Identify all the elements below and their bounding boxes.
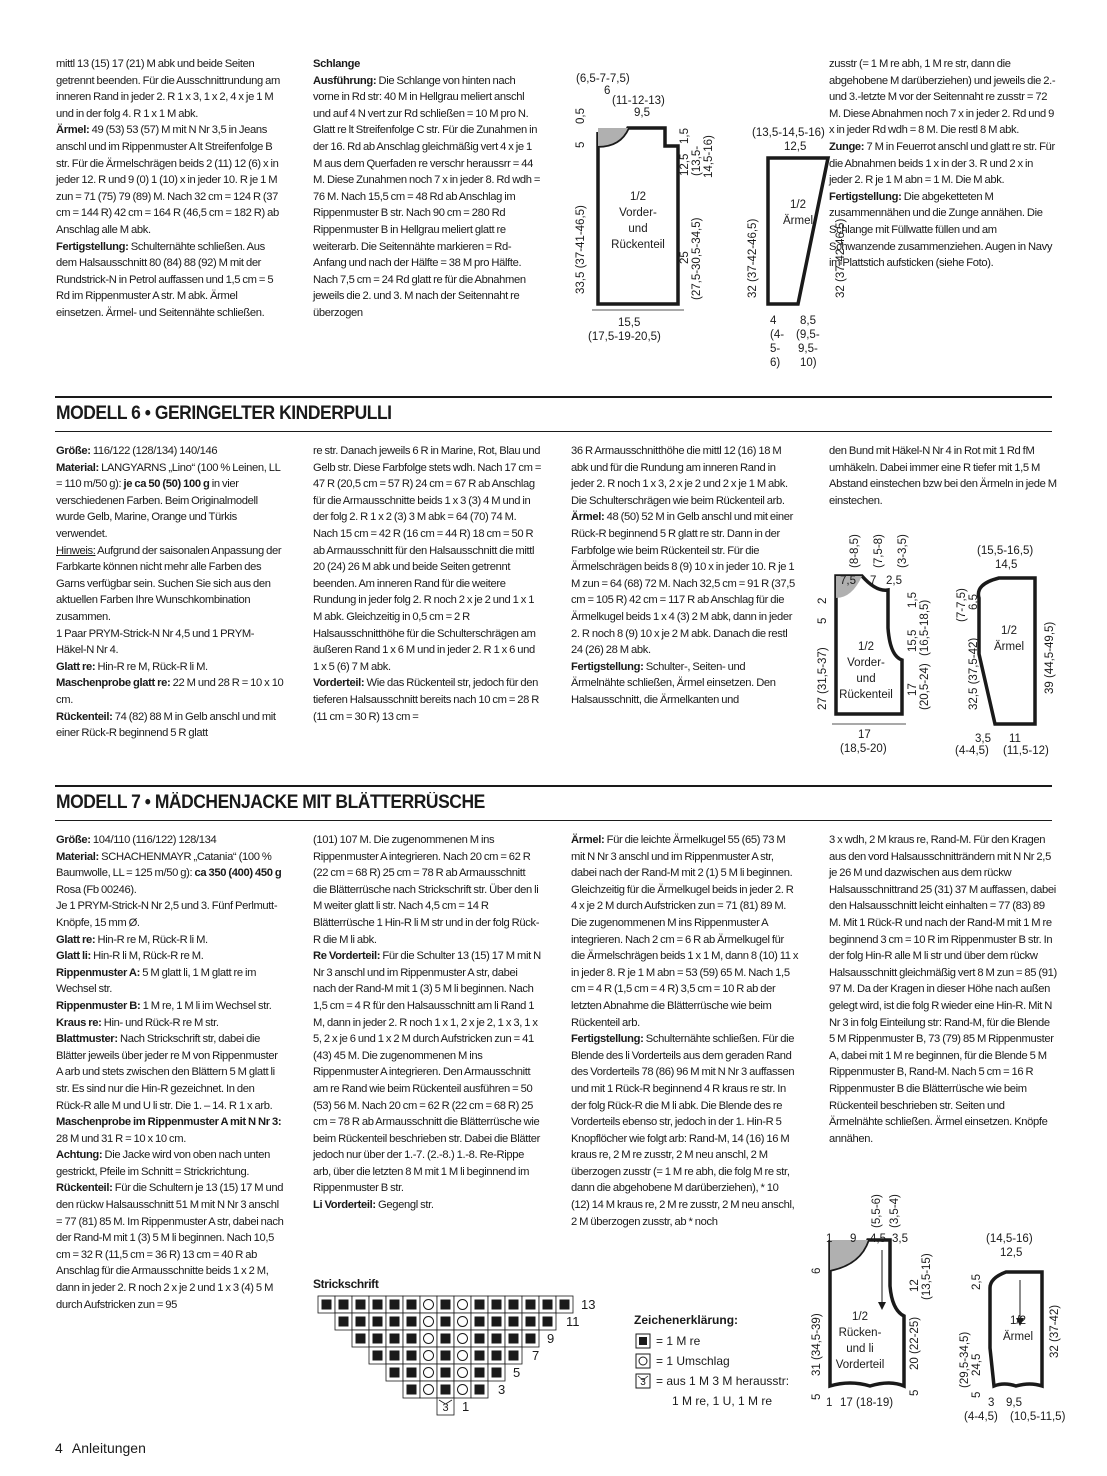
chart-symbol-knit: [543, 1317, 553, 1327]
legend-text: 1 M re, 1 U, 1 M re: [672, 1394, 773, 1408]
piece-label: 1/2: [790, 199, 806, 211]
paragraph: Kraus re: Hin- und Rück-R re M str.: [56, 1016, 219, 1029]
dim-label: 4: [770, 315, 777, 327]
m7-col-1: [56, 832, 284, 1313]
dim-label: 6: [811, 1267, 823, 1274]
paragraph: Ärmel: Für die leichte Ärmelkugel 55 (65) 73 M mit N Nr 3 anschl und im Rippenmuster A str, dabei nach der Rand-M mit 2 (1) 5 M li beginnen. Gleichzeitig für die Ärmelkugel beids in jeder 2. R 4 x je 2 M durch Aufstricken zun = 71 (81) 89 M. Die zugenommenen M ins Rippenmuster A integrieren. Nach 2 cm = 6 R ab Ärmelkugel für die Ärmelschrägen beids 1 x 1 M, dann 8 (10) 11 x in jeder 8. R je 1 M abn = 53 (59) 65 M. Nach 1,5 cm = 4 R (1,5 cm = 4 R) 3,5 cm = 10 R ab der letzten Abnahme die Blätterrüsche wie beim Rückenteil arb.: [571, 834, 799, 1029]
paragraph: Zunge: 7 M in Feuerrot anschl und glatt re str. Für die Abnahmen beids 1 x in der 3. R und 2 x in jeder 2. R je 1 M abn = 1 M. Die M abk.: [829, 140, 1055, 187]
dim-label: 9,5-: [798, 343, 818, 355]
chart-symbol-knit: [373, 1300, 383, 1310]
dim-label: (11,5-12): [1003, 745, 1049, 757]
dim-label: 32 (37-42-46,5): [835, 218, 847, 298]
dim-label: (13,5-: [691, 145, 703, 176]
run-label: Ausführung:: [313, 74, 377, 87]
page-footer: [55, 1440, 152, 1456]
chart-symbol-knit: [407, 1368, 417, 1378]
run-label: Größe:: [56, 445, 91, 457]
paragraph: Je 1 PRYM-Strick-N Nr 2,5 und 3. Fünf Perlmutt-Knöpfe, 15 mm Ø.: [56, 900, 278, 929]
schematic-top-body: [560, 64, 720, 374]
dim-label: 15,5: [907, 629, 919, 652]
paragraph: Hinweis: Aufgrund der saisonalen Anpassung der Farbkarte können nicht mehr alle Farben des Garns verfügbar sein. Suchen Sie sich aus den aktuellen Farben Ihre Wunschkombination zusammen.: [56, 544, 282, 623]
paragraph: den Bund mit Häkel-N Nr 4 in Rot mit 1 Rd fM umhäkeln. Dabei immer eine R tiefer mit 1,5 M Abstand einstechen bzw bei den Ärmeln in jede M einstechen.: [829, 445, 1057, 507]
paragraph: 1 Paar PRYM-Strick-N Nr 4,5 und 1 PRYM-Häkel-N Nr 4.: [56, 627, 255, 657]
run-label: Rückenteil:: [56, 1182, 113, 1195]
paragraph: Ärmel: 48 (50) 52 M in Gelb anschl und mit einer Rück-R beginnend 5 R glatt re str. Dann in der Farbfolge wie beim Rückenteil str. Für die Ärmelschrägen beids 8 (9) 10 x in jeder 10. R je 1 M zun = 64 (68) 72 M. Nach 32,5 cm = 91 R (37,5 cm = 105 R) 42 cm = 117 R ab Anschlag für die Ärmelkugel beids 1 x 4 (3) 2 M abk, dann in jeder 2. R noch 8 (9) 10 x je 2 M abk. Danach die restl 24 (26) 28 M abk.: [571, 511, 795, 657]
modell6-header: [55, 396, 1052, 432]
paragraph: Glatt re: Hin-R re M, Rück-R li M.: [56, 660, 208, 673]
paragraph: Blattmuster: Nach Strickschrift str, dabei die Blätter jeweils über jeder re M von Rippenmuster A arb und stets zwischen den Blättern 5 M glatt li str. Es sind nur die Hin-R gezeichnet. In den Rück-R alle M und U li str. Die 1. – 14. R 1 x arb.: [56, 1033, 278, 1112]
chart-legend: [632, 1310, 812, 1420]
top-col-2: [313, 56, 541, 322]
paragraph: Re Vorderteil: Für die Schulter 13 (15) 17 M mit N Nr 3 anschl und im Rippenmuster A str, dabei nach der Rand-M mit 1 (3) 5 M li beginnen. Nach 1,5 cm = 4 R für den Halsausschnitt am li Rand 1 M, dann in jeder 2. R noch 1 x 1, 2 x je 2, 1 x 3, 1 x 5, 2 x je 6 und 1 x 2 M durch Aufstricken zun = 41 (43) 45 M. Die zugenommenen M ins Rippenmuster A integrieren. Den Armausschnitt am re Rand wie beim Rückenteil ausführen = 50 (53) 56 M. Nach 20 cm = 62 R (22 cm = 68 R) 25 cm = 78 R ab Armausschnitt die Blätterrüsche wie beim Rückenteil beschrieben str. Dabei die Blätter jedoch nur über der 1.-7. (2.-8.) 1.-8. Re-Rippe arb, über die letzten 8 M mit 1 M li beginnend im Rippenmuster B str.: [313, 950, 541, 1195]
dim-label: 5: [971, 1391, 983, 1398]
dim-label: (16,5-18,5): [919, 599, 931, 656]
run-label: Re Vorderteil:: [313, 950, 381, 963]
dim-label: (4-4,5): [964, 1411, 998, 1423]
paragraph: Maschenprobe glatt re: 22 M und 28 R = 10 x 10 cm.: [56, 677, 284, 706]
paragraph: Rippenmuster A: 5 M glatt li, 1 M glatt re im Wechsel str.: [56, 966, 257, 996]
run-label: Material:: [56, 850, 99, 863]
piece-label: Vorder-: [847, 657, 885, 669]
dim-label: 33,5 (37-41-46,5): [575, 205, 587, 294]
m6-col-2: [313, 443, 541, 725]
chart-symbol-knit: [475, 1334, 485, 1344]
run-label: Achtung:: [56, 1149, 103, 1162]
chart-symbol-knit: [526, 1317, 536, 1327]
chart-symbol-knit: [407, 1351, 417, 1361]
dim-label: 12,5: [1000, 1247, 1023, 1259]
run-label: Vorderteil:: [313, 677, 365, 690]
piece-label: 1/2: [1001, 625, 1017, 637]
chart-cell: [454, 1364, 471, 1381]
dim-label: (13,5-15): [921, 1253, 933, 1300]
legend-title: Zeichenerklärung:: [634, 1313, 739, 1327]
m7-col-3: [571, 832, 799, 1230]
dim-label: 9: [850, 1233, 857, 1245]
dim-label: (29,5-34,5): [959, 1331, 971, 1388]
dim-label: 3: [988, 1397, 995, 1409]
top-col-4: [829, 56, 1057, 272]
chart-row-number: 9: [547, 1331, 555, 1346]
page-number: 4: [55, 1440, 63, 1456]
dim-label: 27 (31,5-37): [817, 647, 829, 710]
paragraph: Maschenprobe im Rippenmuster A mit N Nr 3: 28 M und 31 R = 10 x 10 cm.: [56, 1116, 282, 1145]
run-label: Größe:: [56, 834, 91, 846]
dim-label: 2,5: [971, 1274, 983, 1290]
dim-label: 2,5: [886, 575, 902, 587]
dim-label: 10): [800, 357, 817, 369]
paragraph: Vorderteil: Wie das Rückenteil str, jedoch für den tieferen Halsausschnitt bereits nach 10 cm = 28 R (11 cm = 30 R) 13 cm =: [313, 677, 540, 723]
run-label: Glatt re:: [56, 660, 96, 673]
dim-label: 12,5: [784, 141, 807, 153]
dim-label: (6,5-7-7,5): [576, 73, 630, 85]
chart-cell: [454, 1381, 471, 1398]
chart-symbol-knit: [492, 1317, 502, 1327]
dim-label: 5: [575, 141, 587, 148]
dim-label: 32,5 (37,5-42): [968, 637, 980, 710]
dim-label: (7,5-8): [873, 534, 885, 568]
piece-label: Ärmel: [993, 641, 1025, 653]
chart-symbol-knit: [441, 1351, 451, 1361]
run-label: Blattmuster:: [56, 1033, 118, 1046]
chart-symbol-knit: [407, 1300, 417, 1310]
paragraph: Rippenmuster B: 1 M re, 1 M li im Wechsel str.: [56, 999, 272, 1012]
paragraph: Material: LANGYARNS „Lino“ (100 % Leinen, LL = 110 m/50 g): je ca 50 (50) 100 g in vier verschiedenen Farben. Beim Originalmodell wurde Gelb, Marine, Orange und Türkis verwendet.: [56, 461, 281, 540]
piece-label: und li: [846, 1343, 874, 1355]
dim-label: (27,5-30,5-34,5): [691, 217, 703, 300]
chart-symbol-knit: [390, 1300, 400, 1310]
dim-label: (15,5-16,5): [977, 545, 1034, 557]
chart-symbol-knit: [441, 1300, 451, 1310]
chart-symbol-knit: [322, 1300, 332, 1310]
piece-label: und: [856, 673, 876, 685]
dim-label: 31 (34,5-39): [811, 1313, 823, 1376]
run-label: Maschenprobe glatt re:: [56, 677, 171, 690]
run-label: Hinweis:: [56, 544, 96, 557]
chart-symbol-knit: [560, 1300, 570, 1310]
paragraph: [313, 56, 541, 73]
chart-symbol-knit: [356, 1334, 366, 1344]
chart-symbol-knit: [407, 1385, 417, 1395]
chart-symbol-knit: [407, 1334, 417, 1344]
dim-label: 5-: [770, 343, 781, 355]
dim-label: 1,5: [907, 592, 919, 608]
run-label: Ärmel:: [571, 834, 605, 846]
paragraph: Rückenteil: 74 (82) 88 M in Gelb anschl und mit einer Rück-R beginnend 5 R glatt: [56, 710, 276, 740]
dim-label: (3,5-4): [889, 1194, 901, 1228]
dim-label: 5: [817, 617, 829, 624]
paragraph: Fertigstellung: Schulternähte schließen. Aus dem Halsausschnitt 80 (84) 88 (92) M mit der Rundstrick-N in Petrol auffassen und 1,5 cm = 5 Rd im Rippenmuster A str. M abk. Ärmel einsetzen. Ärmel- und Seitennähte schließen.: [56, 240, 274, 319]
paragraph: Größe: 104/110 (116/122) 128/134: [56, 834, 217, 846]
dim-label: 3,5: [975, 733, 991, 745]
knitting-chart: [310, 1294, 640, 1434]
paragraph: Achtung: Die Jacke wird von oben nach unten gestrickt, Pfeile im Schnitt = Strickrichtung.: [56, 1149, 271, 1178]
run-label: Material:: [56, 461, 99, 474]
chart-symbol-knit: [390, 1351, 400, 1361]
dim-label: (8-8,5): [849, 534, 861, 568]
chart-cell: [420, 1313, 437, 1330]
run-label: Fertigstellung:: [571, 660, 644, 673]
dim-label: (4-: [770, 329, 785, 341]
dim-label: 11: [1009, 733, 1021, 745]
chart-row-number: 13: [581, 1297, 596, 1312]
piece-label: Rückenteil: [611, 239, 665, 251]
piece-label: Vorder-: [619, 207, 657, 219]
chart-symbol-knit: [441, 1317, 451, 1327]
dim-label: (11-12-13): [612, 95, 665, 107]
paragraph: (101) 107 M. Die zugenommenen M ins Rippenmuster A integrieren. Nach 20 cm = 62 R (22 cm = 68 R) 25 cm = 78 R ab Armausschnitt die Blätterrüsche nach Strickschrift str. Über den li M weiter glatt li str. Nach 4,5 cm = 14 R Blätterrüsche 1 Hin-R li M str und in der folg Rück-R die M li abk.: [313, 834, 540, 946]
modell7-title: MODELL 7 • MÄDCHENJACKE MIT BLÄTTERRÜSCHE: [56, 792, 485, 813]
modell7-header: [55, 785, 1052, 821]
chart-symbol-knit: [509, 1300, 519, 1310]
run-label: Kraus re:: [56, 1016, 102, 1029]
chart-symbol-knit: [492, 1300, 502, 1310]
dim-label: 3,5: [892, 1233, 908, 1245]
run-label: Fertigstellung:: [829, 190, 902, 203]
piece-label: 1/2: [858, 641, 874, 653]
chart-symbol-knit: [526, 1300, 536, 1310]
piece-label: Vorderteil: [835, 1359, 885, 1371]
chart-symbol-knit: [441, 1334, 451, 1344]
dim-label: 39 (44,5-49,5): [1044, 621, 1056, 694]
dim-label: 20 (22-25): [909, 1316, 921, 1370]
dim-label: (18,5-20): [840, 743, 887, 755]
run-label: Glatt li:: [56, 950, 91, 963]
piece-label: 1/2: [852, 1311, 868, 1323]
run-label: Rückenteil:: [56, 710, 113, 723]
paragraph: zusstr (= 1 M re abh, 1 M re str, dann die abgehobene M darüberziehen) und jeweils die 2.- und 3.-letzte M vor der Seitennaht re zusstr = 72 M. Diese Abnahmen noch 7 x in jeder 2. Rd und 9 x in jeder Rd wdh = 8 M. Die restl 8 M abk.: [829, 58, 1056, 137]
dim-label: 6): [770, 357, 781, 369]
schematic-m7-front: [810, 1190, 950, 1416]
m6-col-4: [829, 443, 1057, 509]
dim-label: 6: [604, 85, 611, 97]
run-label: Maschenprobe im Rippenmuster A mit N Nr 3:: [56, 1116, 282, 1129]
chart-row-number: 11: [566, 1314, 580, 1329]
chart-symbol-knit: [356, 1317, 366, 1327]
run-label: Zunge:: [829, 140, 865, 153]
run-label: Rippenmuster A:: [56, 966, 140, 979]
chart-cell: [454, 1330, 471, 1347]
legend-text: = 1 Umschlag: [656, 1354, 730, 1368]
dim-label: 1: [826, 1233, 833, 1245]
dim-label: (7-7,5): [956, 588, 968, 622]
chart-symbol-knit: [475, 1368, 485, 1378]
dim-label: 17 (18-19): [840, 1397, 894, 1409]
dim-label: 14,5: [995, 559, 1018, 571]
run-label: Fertigstellung:: [56, 240, 129, 253]
run-label: Glatt re:: [56, 933, 96, 946]
run-label: Rippenmuster B:: [56, 999, 141, 1012]
dim-label: 5: [811, 1393, 823, 1400]
chart-symbol-knit: [407, 1317, 417, 1327]
dim-label: 5: [909, 1389, 921, 1396]
dim-label: (9,5-: [796, 329, 820, 341]
dim-label: (3-3,5): [897, 534, 909, 568]
dim-label: (13,5-14,5-16): [752, 127, 825, 139]
chart-symbol-knit: [475, 1385, 485, 1395]
dim-label: (20,5-24): [919, 663, 931, 710]
dim-label: 12,5: [679, 153, 691, 176]
run-label: Ärmel:: [571, 511, 605, 524]
dim-label: 9,5: [634, 107, 650, 119]
paragraph: Material: SCHACHENMAYR „Catania“ (100 % Baumwolle, LL = 125 m/50 g): ca 350 (400) 450 g Rosa (Fb 00246).: [56, 850, 282, 896]
chart-cell: [454, 1313, 471, 1330]
dim-label: 32 (37-42-46,5): [747, 218, 759, 298]
paragraph: Glatt re: Hin-R re M, Rück-R li M.: [56, 933, 208, 946]
chart-cell: [420, 1381, 437, 1398]
chart-row-number: 5: [513, 1365, 521, 1380]
dim-label: 24,5: [971, 1353, 983, 1376]
dim-label: 12: [909, 1279, 921, 1292]
dim-label: 15,5: [618, 317, 641, 329]
chart-symbol-knit: [339, 1300, 349, 1310]
piece-label: 1/2: [1010, 1315, 1026, 1327]
chart-cell: [420, 1296, 437, 1313]
chart-symbol-knit: [543, 1300, 553, 1310]
dim-label: 7,5: [840, 575, 856, 587]
chart-symbol-knit: [492, 1368, 502, 1378]
chart-symbol-knit: [509, 1351, 519, 1361]
piece-label: und: [628, 223, 648, 235]
chart-symbol-knit: [492, 1351, 502, 1361]
chart-symbol-knit: [373, 1351, 383, 1361]
dim-label: 17: [907, 683, 919, 696]
paragraph: Ausführung: Die Schlange von hinten nach vorne in Rd str: 40 M in Hellgrau meliert anschl und auf 4 N vert zur Rd schließen = 10 M pro N. Glatt re lt Streifenfolge C str. Für die Zunahmen in der 16. Rd ab Anschlag gleichmäßig vert 4 x je 1 M aus dem Querfaden re verschr heraussrr = 44 M. Diese Zunahmen noch 7 x in jeder 8. Rd wdh = 76 M. Nach 15,5 cm = 48 Rd ab Anschlag im Rippenmuster B str. Nach 90 cm = 280 Rd Rippenmuster B in Hellgrau meliert glatt re weiterarb. Die Seitennähte markieren = Rd-Anfang und nach der Hälfte = 38 M pro Hälfte. Nach 7,5 cm = 24 Rd glatt re für die Abnahmen jeweils die 2. und 3. M nach der Seitennaht re überzogen: [313, 74, 541, 319]
chart-symbol-increase: 3: [442, 1402, 449, 1414]
run-label: Schlange: [313, 58, 360, 70]
dim-label: 4,5: [870, 1233, 886, 1245]
chart-symbol-knit: [509, 1317, 519, 1327]
chart-symbol-knit: [373, 1317, 383, 1327]
run-label: Fertigstellung:: [571, 1033, 644, 1046]
chart-row-number: 3: [498, 1382, 506, 1397]
dim-label: (4-4,5): [955, 745, 989, 757]
m6-col-3: [571, 443, 799, 709]
modell6-title: MODELL 6 • GERINGELTER KINDERPULLI: [56, 403, 392, 424]
chart-symbol-knit: [475, 1351, 485, 1361]
paragraph: Rückenteil: Für die Schultern je 13 (15) 17 M und den rückw Halsausschnitt 51 M mit N Nr 3 anschl = 77 (81) 85 M. Im Rippenmuster A str, dabei nach der Rand-M mit 1 (3) 5 M li beginnen. Nach 10,5 cm = 32 R (11,5 cm = 36 R) 13 cm = 40 R ab Anschlag für die Armausschnitte beids 1 x 2 M, dann in jeder 2. R noch 2 x je 2 und 1 x 3 (4) 5 M durch Aufstricken zun = 95: [56, 1182, 284, 1311]
piece-label: Rückenteil: [839, 689, 893, 701]
m7-col-2: [313, 832, 541, 1214]
paragraph: re str. Danach jeweils 6 R in Marine, Rot, Blau und Gelb str. Diese Farbfolge stets wdh. Nach 17 cm = 47 R (20,5 cm = 57 R) 24 cm = 67 R ab Anschlag für die Armausschnitte beids 1 x 3 (3) 4 M und in der folg 2. R 1 x 2 (3) 3 M abk = 64 (70) 74 M. Nach 15 cm = 42 R (16 cm = 44 R) 18 cm = 50 R ab Armausschnitt für den Halsausschnitt die mittl 20 (24) 26 M abk und beide Seiten getrennt beenden. Am inneren Rand für die weitere Rundung in jeder folg 2. R noch 2 x je 2 und 1 x 1 M abk. Gleichzeitig in 0,5 cm = 2 R Halsausschnitthöhe für die Schulterschrägen am äußeren Rand 1 x 6 M und in jeder 2. R 1 x 6 und 1 x 5 (6) 7 M abk.: [313, 445, 542, 673]
dim-label: 6,5: [968, 594, 980, 610]
chart-symbol-knit: [492, 1334, 502, 1344]
dim-label: 9,5: [1006, 1397, 1022, 1409]
paragraph: Ärmel: 49 (53) 53 (57) M mit N Nr 3,5 in Jeans anschl und im Rippenmuster A lt Streifenfolge B str. Für die Ärmelschrägen beids 2 (11) 12 (6) x in jeder 12. R und 9 (0) 1 (10) x in jeder 10. R je 1 M zun = 71 (75) 79 (89) M. Nach 32 cm = 124 R (37 cm = 144 R) 42 cm = 164 R (46,5 cm = 182 R) ab Anschlag alle M abk.: [56, 124, 279, 236]
chart-symbol-knit: [390, 1334, 400, 1344]
top-col-1: [56, 56, 284, 322]
dim-label: 8,5: [800, 315, 816, 327]
paragraph: Fertigstellung: Die abgeketteten M zusammennähen und die Zunge annähen. Die Schlange mit Füllwatte füllen und am Schwanzende zusammenziehen. Augen in Navy im Plattstich aufsticken (siehe Foto).: [829, 190, 1053, 270]
chart-symbol-knit: [356, 1300, 366, 1310]
paragraph: Fertigstellung: Schulter-, Seiten- und Ärmelnähte schließen, Ärmel einsetzen. Den Halsausschnitt, die Ärmelkanten und: [571, 660, 776, 706]
footer-section: Anleitungen: [71, 1440, 146, 1456]
chart-symbol-knit: [339, 1317, 349, 1327]
chart-row-number: 7: [532, 1348, 540, 1363]
chart-symbol-knit: [373, 1334, 383, 1344]
dim-label: 32 (37-42): [1049, 1304, 1061, 1358]
dim-label: 25: [679, 251, 691, 264]
paragraph: mittl 13 (15) 17 (21) M abk und beide Seiten getrennt beenden. Für die Ausschnittrundung am inneren Rand in jeder 2. R 1 x 3, 1 x 2, 4 x je 1 M und in der folg 4. R 1 x 1 M abk.: [56, 58, 280, 120]
chart-row-number: 1: [462, 1399, 470, 1414]
dim-label: (17,5-19-20,5): [588, 331, 661, 343]
dim-label: (14,5-16): [986, 1233, 1033, 1245]
dim-label: 1,5: [679, 128, 691, 144]
legend-text: = 1 M re: [656, 1334, 701, 1348]
legend-symbol-increase: 3: [640, 1377, 646, 1388]
strickschrift-title: Strickschrift: [313, 1277, 379, 1291]
run-label: Li Vorderteil:: [313, 1199, 376, 1212]
chart-symbol-knit: [475, 1300, 485, 1310]
dim-label: 2: [817, 597, 829, 604]
paragraph: 36 R Armausschnitthöhe die mittl 12 (16) 18 M abk und für die Rundung am inneren Rand in jeder 2. R noch 1 x 3, 2 x je 2 und 2 x je 1 M abk. Die Schulterschrägen wie beim Rückenteil arb.: [571, 445, 788, 507]
dim-label: 1: [826, 1397, 833, 1409]
run-emphasis: ca 350 (400) 450 g: [194, 867, 282, 880]
run-label: Ärmel:: [56, 124, 90, 137]
dim-label: (5,5-6): [871, 1194, 883, 1228]
run-emphasis: je ca 50 (50) 100 g: [123, 478, 210, 491]
dim-label: 17: [858, 729, 871, 741]
dim-label: 14,5-16): [703, 135, 715, 178]
chart-symbol-knit: [441, 1368, 451, 1378]
chart-cell: [420, 1330, 437, 1347]
m7-col-4: [829, 832, 1057, 1147]
chart-cell: [454, 1296, 471, 1313]
dim-label: (10,5-11,5): [1010, 1411, 1066, 1423]
dim-label: 0,5: [575, 108, 587, 124]
chart-symbol-knit: [390, 1368, 400, 1378]
paragraph: Li Vorderteil: Gegengl str.: [313, 1199, 434, 1212]
chart-symbol-knit: [509, 1334, 519, 1344]
paragraph: Glatt li: Hin-R li M, Rück-R re M.: [56, 950, 204, 963]
schematic-m6-sleeve: [945, 534, 1065, 760]
paragraph: 3 x wdh, 2 M kraus re, Rand-M. Für den Kragen aus den vord Halsausschnitträndern mit N Nr 2,5 je 26 M und dazwischen aus dem rückw Halsausschnittrand 25 (31) 37 M auffassen, dabei den Halsausschnitt leicht einhalten = 77 (83) 89 M. Mit 1 Rück-R und nach der Rand-M mit 1 M re beginnend 3 cm = 10 R im Rippenmuster B str. In der folg Hin-R alle M li str und über dem rückw Halsausschnitt gleichmäßig vert 8 M zun = 85 (91) 97 M. Da der Kragen in dieser Höhe nach außen gelegt wird, ist die folg R wieder eine Hin-R. Mit N Nr 3 in folg Einteilung str: Rand-M, für die Blende 5 M Rippenmuster B, 73 (79) 85 M Rippenmuster A, dabei mit 1 M re beginnen, für die Blende 5 M Rippenmuster B, Rand-M. Nach 5 cm = 16 R Rippenmuster B die Blätterrüsche wie beim Rückenteil beschrieben str. Seiten und Ärmelnähte schließen. Ärmel einsetzen. Knöpfe annähen.: [829, 834, 1057, 1145]
chart-symbol-knit: [441, 1385, 451, 1395]
piece-label: Rücken-: [838, 1327, 882, 1339]
chart-cell: [420, 1347, 437, 1364]
piece-label: Ärmel: [782, 215, 814, 227]
dim-label: 7: [870, 575, 877, 587]
piece-label: 1/2: [630, 191, 646, 203]
paragraph: Fertigstellung: Schulternähte schließen. Für die Blende des li Vorderteils aus dem geraden Rand des Vorderteils 78 (86) 96 M mit N Nr 3 auffassen und mit 1 Rück-R beginnend 4 R kraus re str. In der folg Rück-R die M li abk. Die Blende des re Vorderteils ebenso str, jedoch in der 1. Hin-R 5 Knopflöcher wie folgt arb: Rand-M, 14 (16) 16 M kraus re, 2 M re zusstr, 2 M neu anschl, 2 M überzogen zusstr (= 1 M re abh, die folg M re str, dann die abgehobene M darüberziehen), * 10 (12) 14 M kraus re, 2 M re zusstr, 2 M neu anschl, 2 M überzogen zusstr, ab * noch: [571, 1033, 795, 1228]
legend-text: = aus 1 M 3 M herausstr:: [656, 1374, 790, 1388]
chart-symbol-knit: [390, 1317, 400, 1327]
schematic-m7-sleeve: [950, 1228, 1070, 1428]
chart-symbol-knit: [475, 1317, 485, 1327]
schematic-m6-body: [806, 528, 946, 760]
paragraph: Größe: 116/122 (128/134) 140/146: [56, 445, 218, 457]
legend-symbol-knit: [639, 1337, 647, 1345]
m6-col-1: [56, 443, 284, 742]
chart-cell: [454, 1347, 471, 1364]
schematic-top-sleeve: [740, 118, 860, 374]
chart-cell: [420, 1364, 437, 1381]
piece-label: Ärmel: [1002, 1331, 1034, 1343]
chart-symbol-knit: [526, 1334, 536, 1344]
